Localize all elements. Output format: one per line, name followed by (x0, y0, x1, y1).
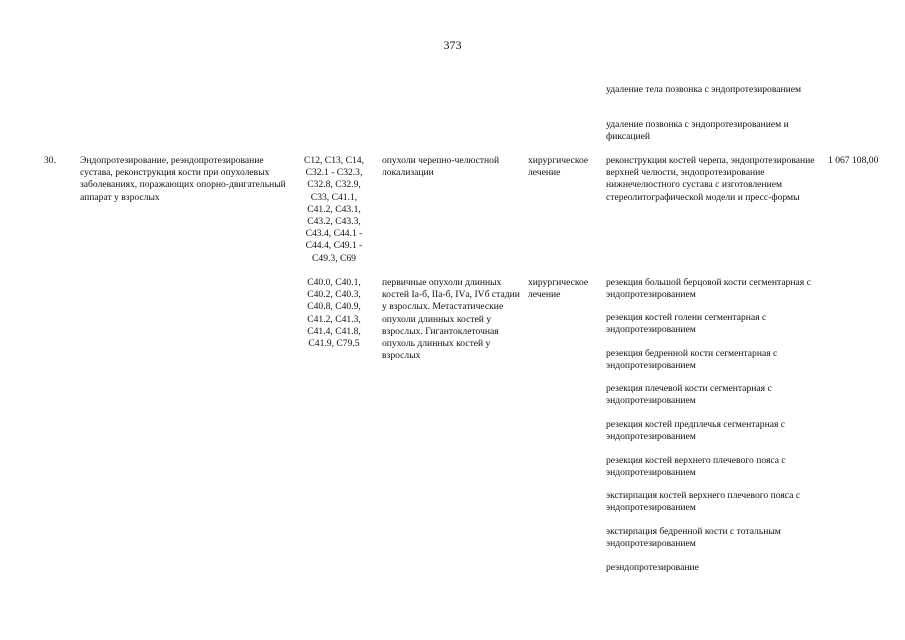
method-item: резекция плечевой кости сегментарная с эндопротезированием (606, 383, 772, 407)
method-item: резекция большой берцовой кости сегментарная с эндопротезированием (606, 277, 811, 301)
patient-model: опухоли черепно-челюстной локализации (382, 155, 500, 179)
row-price: 1 067 108,00 (828, 155, 879, 166)
method-item: резекция костей предплечья сегментарная с эндопротезированием (606, 419, 786, 443)
method-item: удаление позвонка с эндопротезированием и фиксацией (606, 119, 789, 143)
method-item: экстирпация костей верхнего плечевого пояса с эндопротезированием (606, 490, 801, 514)
method-item: реконструкция костей черепа, эндопротезирование верхней челюсти, эндопротезирование нижнечелюстного сустава с изготовлением стереолитографической модели и пресс-формы (606, 155, 815, 203)
method-item: реэндопротезирование (606, 562, 699, 573)
diagnosis-codes: C40.0, C40.1, C40.2, C40.3, C40.8, C40.9, C41.2, C41.3, C41.4, C41.8, C41.9, C79.5 (307, 277, 361, 350)
method-item: резекция бедренной кости сегментарная с эндопротезированием (606, 348, 778, 372)
method-item: резекция костей голени сегментарная с эндопротезированием (606, 312, 767, 336)
row-number: 30. (44, 155, 56, 166)
page-number: 373 (443, 38, 462, 52)
method-item: удаление тела позвонка с эндопротезированием (606, 84, 802, 95)
row-name: Эндопротезирование, реэндопротезирование сустава, реконструкция кости при опухолевых заболеваниях, поражающих опорно-двигательный аппарат у взрослых (80, 155, 286, 203)
diagnosis-codes: C12, C13, C14, C32.1 - C32.3, C32.8, C32.9, C33, C41.1, C41.2, C43.1, C43.2, C43.3, C43.4, C44.1 - C44.4, C49.1 - C49.3, C69 (304, 155, 364, 264)
patient-model: первичные опухоли длинных костей Iа-б, IIа-б, IVа, IVб стадии у взрослых. Метастатические опухоли длинных костей у взрослых. Гигантоклеточная опухоль длинных костей у взрослых (382, 277, 520, 362)
treatment-type: хирургическое лечение (528, 277, 589, 301)
treatment-type: хирургическое лечение (528, 155, 589, 179)
method-item: резекция костей верхнего плечевого пояса с эндопротезированием (606, 455, 786, 479)
method-item: экстирпация бедренной кости с тотальным эндопротезированием (606, 526, 781, 550)
